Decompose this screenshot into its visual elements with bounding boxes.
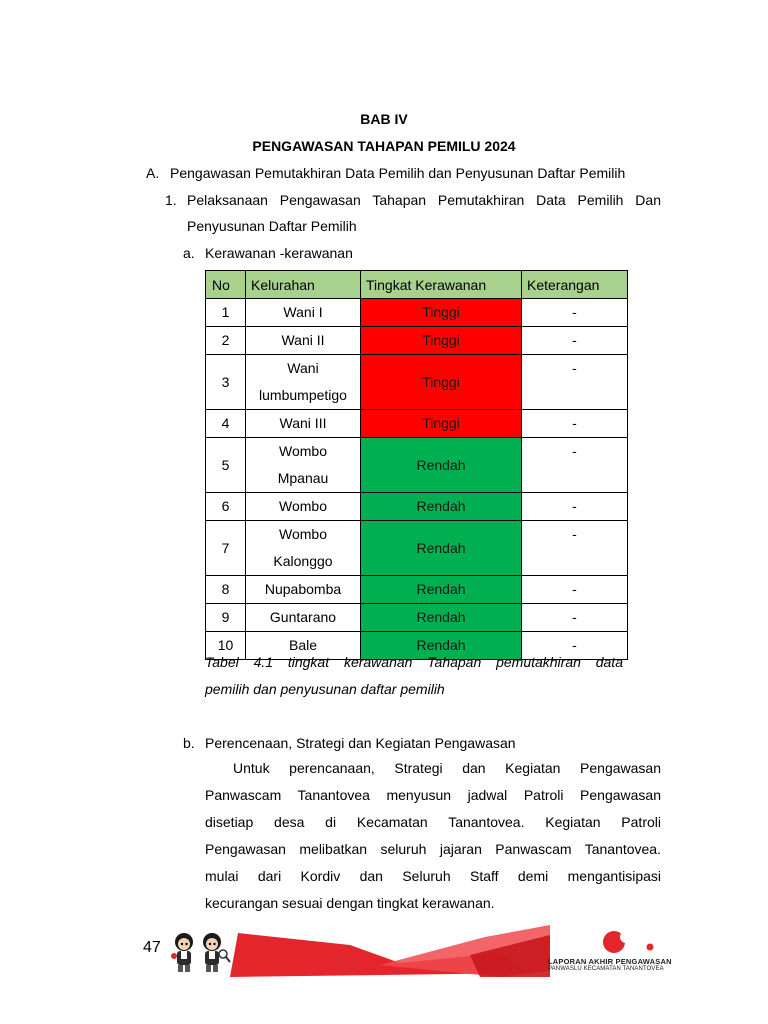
kerawanan-table xyxy=(205,270,628,660)
cell-keterangan: - xyxy=(522,632,628,660)
cell-tingkat-kerawanan: Tinggi xyxy=(361,355,522,410)
cell-kelurahan-line: Bale xyxy=(288,637,318,653)
cell-no: 7 xyxy=(206,521,246,576)
cell-keterangan: - xyxy=(522,493,628,521)
cell-kelurahan-line: Wani III xyxy=(279,415,327,431)
cell-keterangan: - xyxy=(522,410,628,438)
cell-keterangan: - xyxy=(522,327,628,355)
chapter-heading: BAB IV xyxy=(360,111,408,127)
table-caption xyxy=(205,649,623,703)
item-b-text: Perencenaan, Strategi dan Kegiatan Pengawasan xyxy=(205,735,516,751)
cell-no: 10 xyxy=(206,632,246,660)
cell-tingkat-kerawanan: Tinggi xyxy=(361,299,522,327)
cell-kelurahan-line: Wombo xyxy=(279,498,327,514)
cell-kelurahan xyxy=(246,299,361,327)
paragraph-line: kecurangan sesuai dengan tingkat kerawanan. xyxy=(205,895,495,911)
table-caption-line1: Tabel 4.1 tingkat kerawanan Tahapan pemutakhiran data xyxy=(205,654,623,670)
cell-no: 4 xyxy=(206,410,246,438)
cell-kelurahan-line: Wombo xyxy=(279,443,327,459)
header-no: No xyxy=(206,271,246,299)
item-b-marker: b. xyxy=(183,735,195,751)
logo-subtitle: PANWASLU KECAMATAN TANANTOVEA xyxy=(548,966,664,972)
paragraph-line: Pengawasan melibatkan seluruh jajaran Panwascam Tanantovea. xyxy=(205,841,661,857)
cell-kelurahan-line: lumbumpetigo xyxy=(259,387,347,403)
item-a-text: Kerawanan -kerawanan xyxy=(205,245,353,261)
cell-kelurahan xyxy=(246,493,361,521)
cell-keterangan: - xyxy=(522,604,628,632)
cell-tingkat-kerawanan: Tinggi xyxy=(361,410,522,438)
cell-keterangan: - xyxy=(522,576,628,604)
section-a-text: Pengawasan Pemutakhiran Data Pemilih dan Penyusunan Daftar Pemilih xyxy=(170,165,626,181)
cell-tingkat-kerawanan: Tinggi xyxy=(361,327,522,355)
table-row xyxy=(206,299,628,327)
cell-no: 9 xyxy=(206,604,246,632)
cell-kelurahan-line: Wani I xyxy=(283,304,323,320)
paragraph-line: Untuk perencanaan, Strategi dan Kegiatan Pengawasan xyxy=(233,760,661,776)
cell-kelurahan xyxy=(246,410,361,438)
page-number: 47 xyxy=(143,939,161,956)
cell-tingkat-kerawanan: Rendah xyxy=(361,576,522,604)
table-row xyxy=(206,576,628,604)
paragraph-line: Panwascam Tanantovea menyusun jadwal Patroli Pengawasan xyxy=(205,787,661,803)
cell-no: 2 xyxy=(206,327,246,355)
cell-no: 6 xyxy=(206,493,246,521)
cell-kelurahan-line: Nupabomba xyxy=(264,581,342,597)
item-1-line1: Pelaksanaan Pengawasan Tahapan Pemutakhiran Data Pemilih Dan xyxy=(187,192,661,208)
cell-kelurahan xyxy=(246,327,361,355)
cell-kelurahan-line: Wombo xyxy=(279,526,327,542)
table-row xyxy=(206,355,628,410)
strategy-paragraph xyxy=(205,755,661,917)
cell-keterangan: - xyxy=(522,299,628,327)
cell-kelurahan xyxy=(246,355,361,410)
table-header-row xyxy=(206,271,628,299)
cell-tingkat-kerawanan: Rendah xyxy=(361,604,522,632)
cell-tingkat-kerawanan: Rendah xyxy=(361,632,522,660)
cell-kelurahan xyxy=(246,576,361,604)
cell-kelurahan xyxy=(246,438,361,493)
cell-kelurahan xyxy=(246,604,361,632)
logo-icon xyxy=(600,928,658,956)
cell-kelurahan-line: Guntarano xyxy=(269,609,337,625)
table-row xyxy=(206,493,628,521)
table-row xyxy=(206,410,628,438)
cell-keterangan: - xyxy=(522,438,628,493)
cell-kelurahan-line: Wani II xyxy=(281,332,325,348)
paragraph-line: disetiap desa di Kecamatan Tanantovea. Kegiatan Patroli xyxy=(205,814,661,830)
header-tingkat-kerawanan: Tingkat Kerawanan xyxy=(361,271,522,299)
table-row xyxy=(206,521,628,576)
item-1-line2: Penyusunan Daftar Pemilih xyxy=(187,218,357,234)
table-row xyxy=(206,327,628,355)
chapter-title: PENGAWASAN TAHAPAN PEMILU 2024 xyxy=(252,138,516,154)
table-row xyxy=(206,604,628,632)
cell-tingkat-kerawanan: Rendah xyxy=(361,493,522,521)
cell-keterangan: - xyxy=(522,355,628,410)
table-row xyxy=(206,438,628,493)
cell-kelurahan xyxy=(246,521,361,576)
item-a-marker: a. xyxy=(183,245,195,261)
item-1-marker: 1. xyxy=(165,192,177,208)
cell-tingkat-kerawanan: Rendah xyxy=(361,438,522,493)
footer-red-banner xyxy=(230,925,550,980)
cell-no: 1 xyxy=(206,299,246,327)
cell-tingkat-kerawanan: Rendah xyxy=(361,521,522,576)
cell-no: 5 xyxy=(206,438,246,493)
cell-keterangan: - xyxy=(522,521,628,576)
logo-title: LAPORAN AKHIR PENGAWASAN xyxy=(548,957,672,966)
cell-no: 8 xyxy=(206,576,246,604)
section-a-marker: A. xyxy=(146,165,160,181)
cell-no: 3 xyxy=(206,355,246,410)
cell-kelurahan-line: Wani xyxy=(287,360,319,376)
header-kelurahan: Kelurahan xyxy=(246,271,361,299)
cell-kelurahan-line: Mpanau xyxy=(277,470,329,486)
paragraph-line: mulai dari Kordiv dan Seluruh Staff demi mengantisipasi xyxy=(205,868,661,884)
mascot-icon xyxy=(168,928,232,976)
table-caption-line2: pemilih dan penyusunan daftar pemilih xyxy=(205,681,445,697)
header-keterangan: Keterangan xyxy=(522,271,628,299)
cell-kelurahan-line: Kalonggo xyxy=(273,553,333,569)
